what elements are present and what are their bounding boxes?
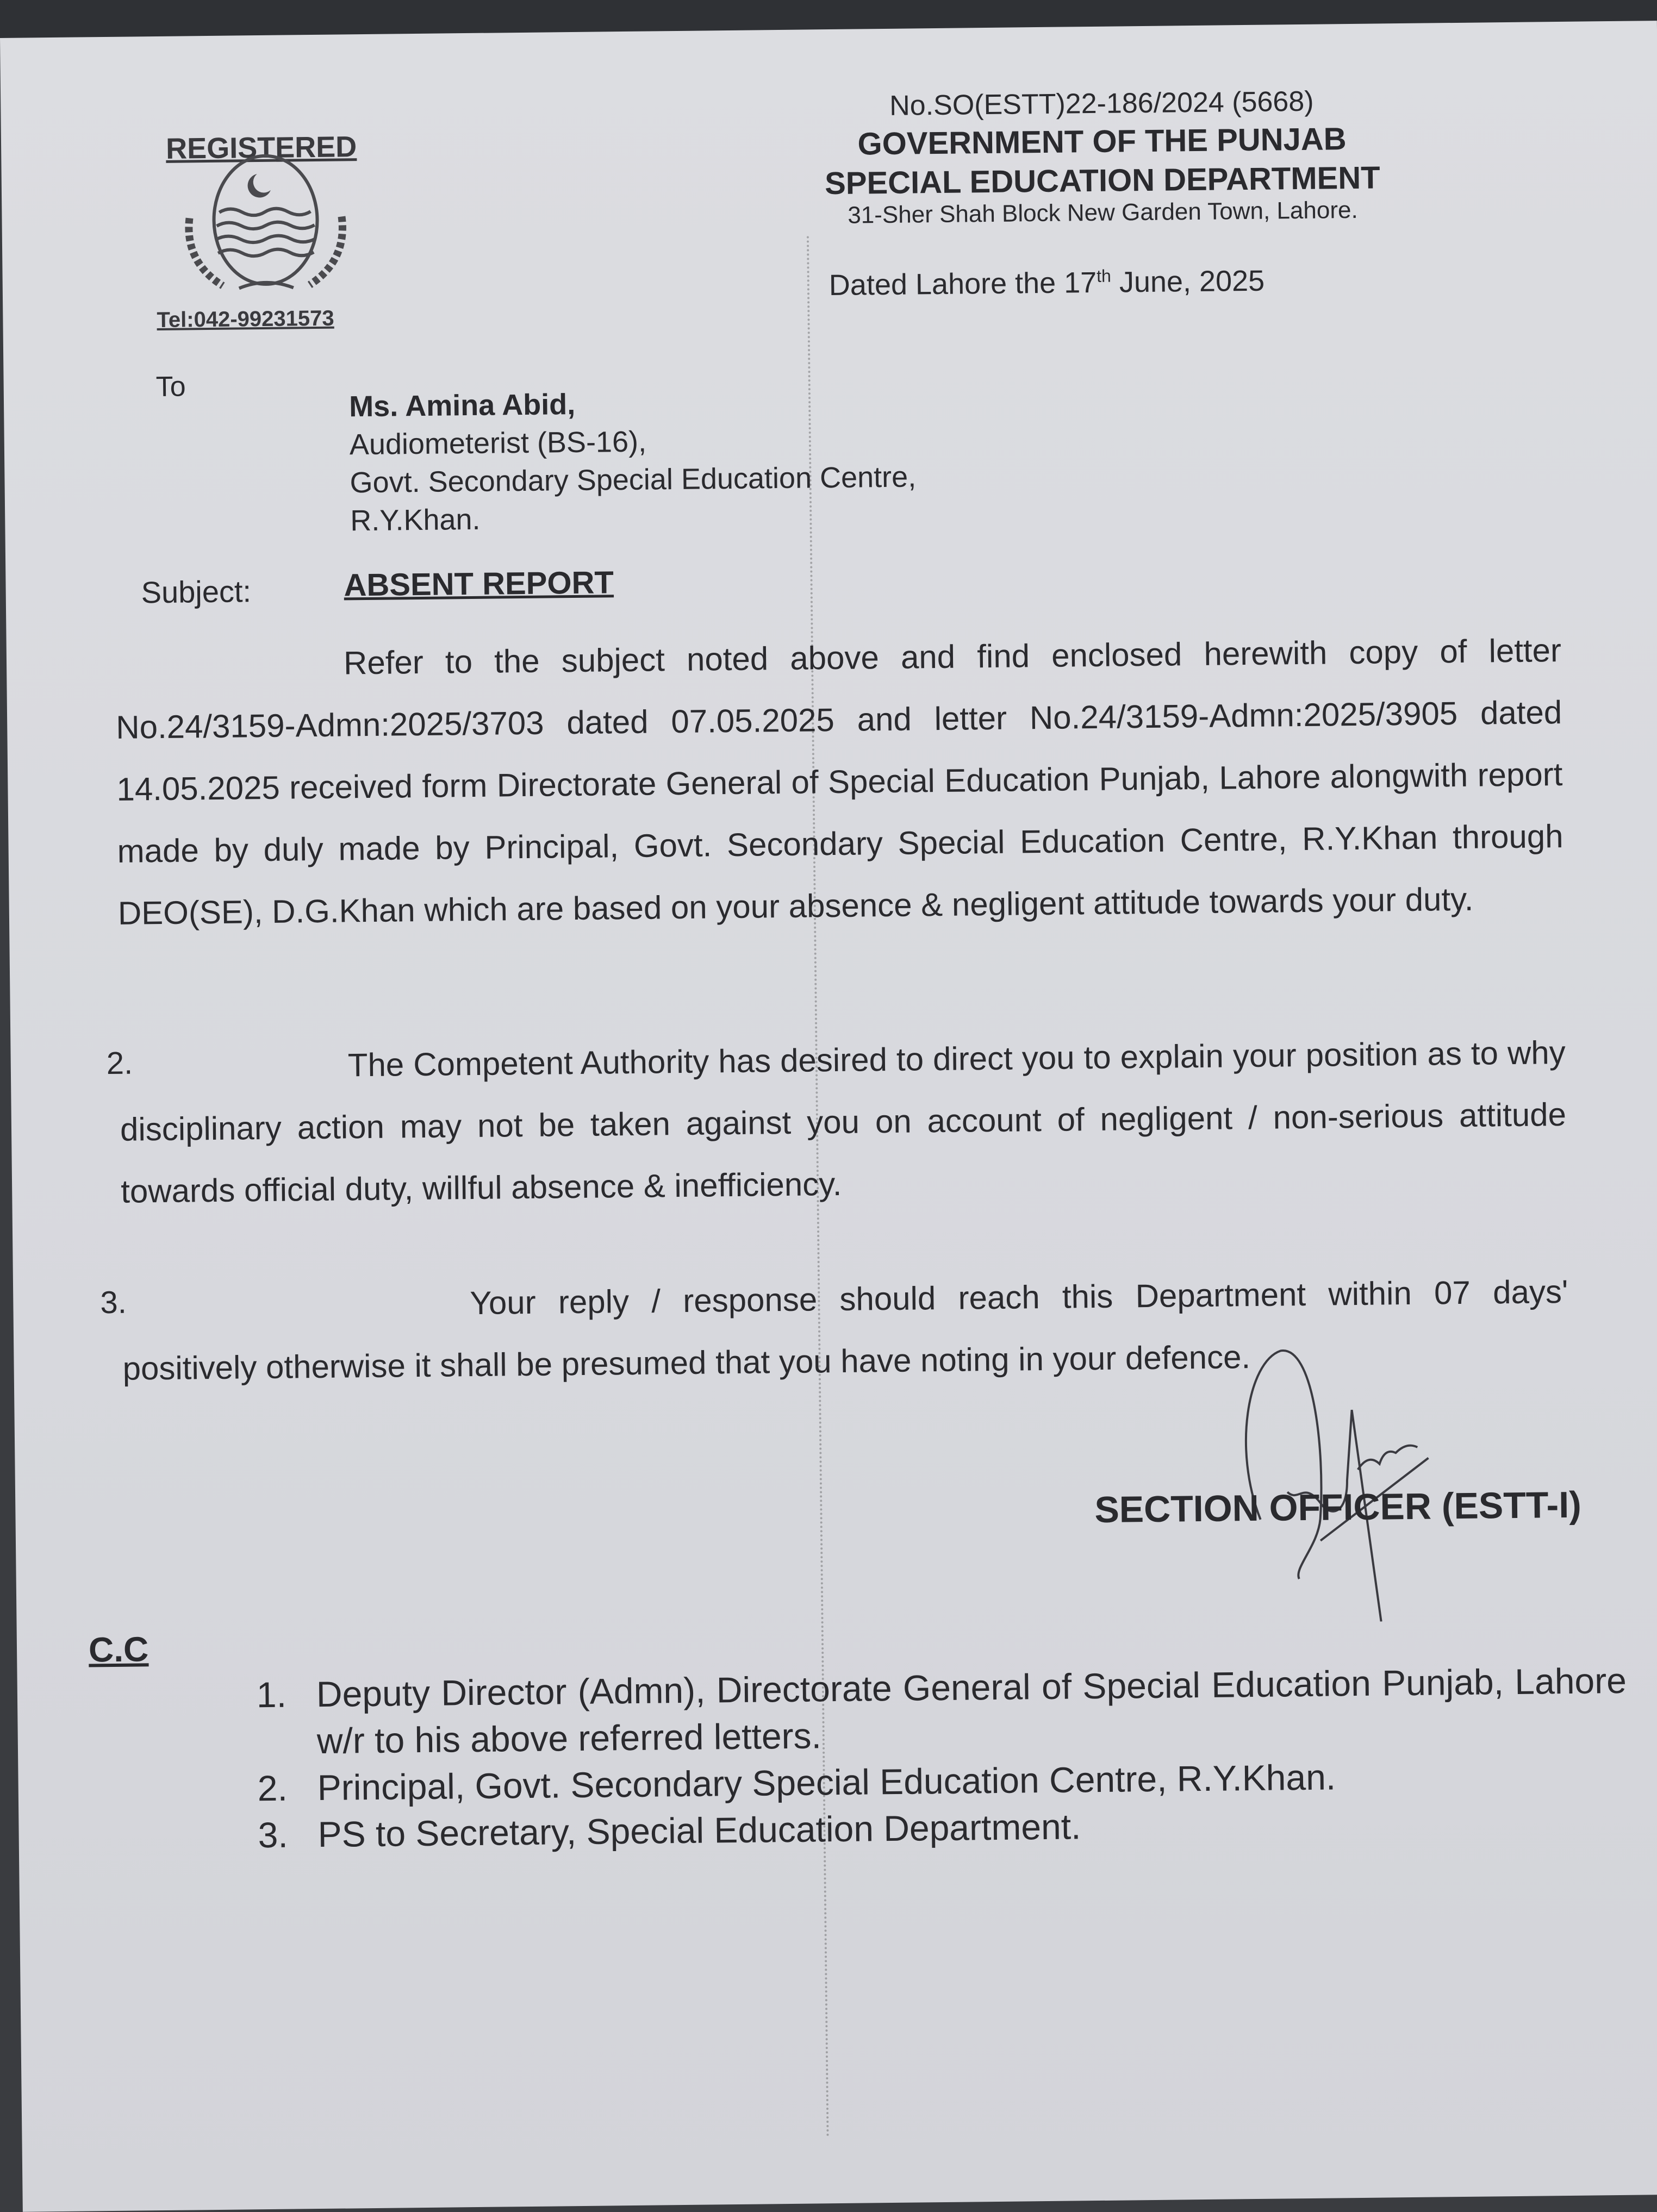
paragraph-2: The Competent Authority has desired to direct you to explain your position as to why disciplinary action may not be taken against you on account of negligent / non-serious attitude towards official duty, willful absence & inefficiency. xyxy=(120,1034,1567,1210)
date-suffix: June, 2025 xyxy=(1111,264,1265,299)
punjab-emblem-icon xyxy=(167,151,364,295)
reference-number: No.SO(ESTT)22-186/2024 (5668) xyxy=(889,85,1314,122)
date-ordinal: th xyxy=(1096,266,1111,286)
government-heading: GOVERNMENT OF THE PUNJAB xyxy=(857,121,1347,162)
subject-label: Subject: xyxy=(141,574,252,610)
department-heading: SPECIAL EDUCATION DEPARTMENT xyxy=(824,160,1380,202)
department-address: 31-Sher Shah Block New Garden Town, Lahore. xyxy=(848,196,1358,229)
cc-item-text: Principal, Govt. Secondary Special Education Centre, R.Y.Khan. xyxy=(317,1757,1336,1808)
paragraph-2-number: 2. xyxy=(106,1045,133,1082)
date-prefix: Dated Lahore the 17 xyxy=(828,266,1097,302)
telephone-number: Tel:042-99231573 xyxy=(157,306,334,333)
recipient-city: R.Y.Khan. xyxy=(350,503,481,538)
signatory-designation: SECTION OFFICER (ESTT-I) xyxy=(1094,1484,1582,1531)
paragraph-1: Refer to the subject noted above and find enclosed herewith copy of letter No.24/3159-Admn:2025/3703 dated 07.05.2025 and letter No.24/3159-Admn:2025/3905 dated 14.05.2025 received form Directorate General of Special Education Punjab, Lahore alongwith report made by duly made by Principal, Govt. Secondary Special Education Centre, R.Y.Khan through DEO(SE), D.G.Khan which are based on your absence & negligent attitude towards your duty. xyxy=(115,632,1563,932)
recipient-designation: Audiometerist (BS-16), xyxy=(349,425,647,461)
cc-item-number: 3. xyxy=(258,1814,289,1855)
recipient-institution: Govt. Secondary Special Education Centre, xyxy=(350,460,917,499)
cc-item xyxy=(256,1657,1627,1765)
paragraph-3-number: 3. xyxy=(100,1284,127,1321)
registered-label: REGISTERED xyxy=(165,130,357,165)
cc-list xyxy=(256,1657,1628,1858)
recipient-name: Ms. Amina Abid, xyxy=(348,388,576,423)
cc-item-number: 1. xyxy=(256,1674,287,1715)
cc-item-text: Deputy Director (Admn), Directorate General of Special Education Punjab, Lahore w/r to his above referred letters. xyxy=(316,1660,1627,1761)
cc-item-number: 2. xyxy=(257,1767,288,1809)
recipient-block xyxy=(349,382,917,540)
cc-item-text: PS to Secretary, Special Education Department. xyxy=(317,1806,1081,1855)
to-label: To xyxy=(155,371,186,403)
letter-date xyxy=(829,264,1265,302)
signature-image xyxy=(1210,1338,1495,1623)
subject-text: ABSENT REPORT xyxy=(344,565,614,603)
paragraph-3: Your reply / response should reach this Department within 07 days' positively otherwise it shall be presumed that you have noting in your defence. xyxy=(122,1273,1568,1387)
letter-page xyxy=(0,21,1657,2212)
cc-label: C.C xyxy=(88,1629,149,1670)
